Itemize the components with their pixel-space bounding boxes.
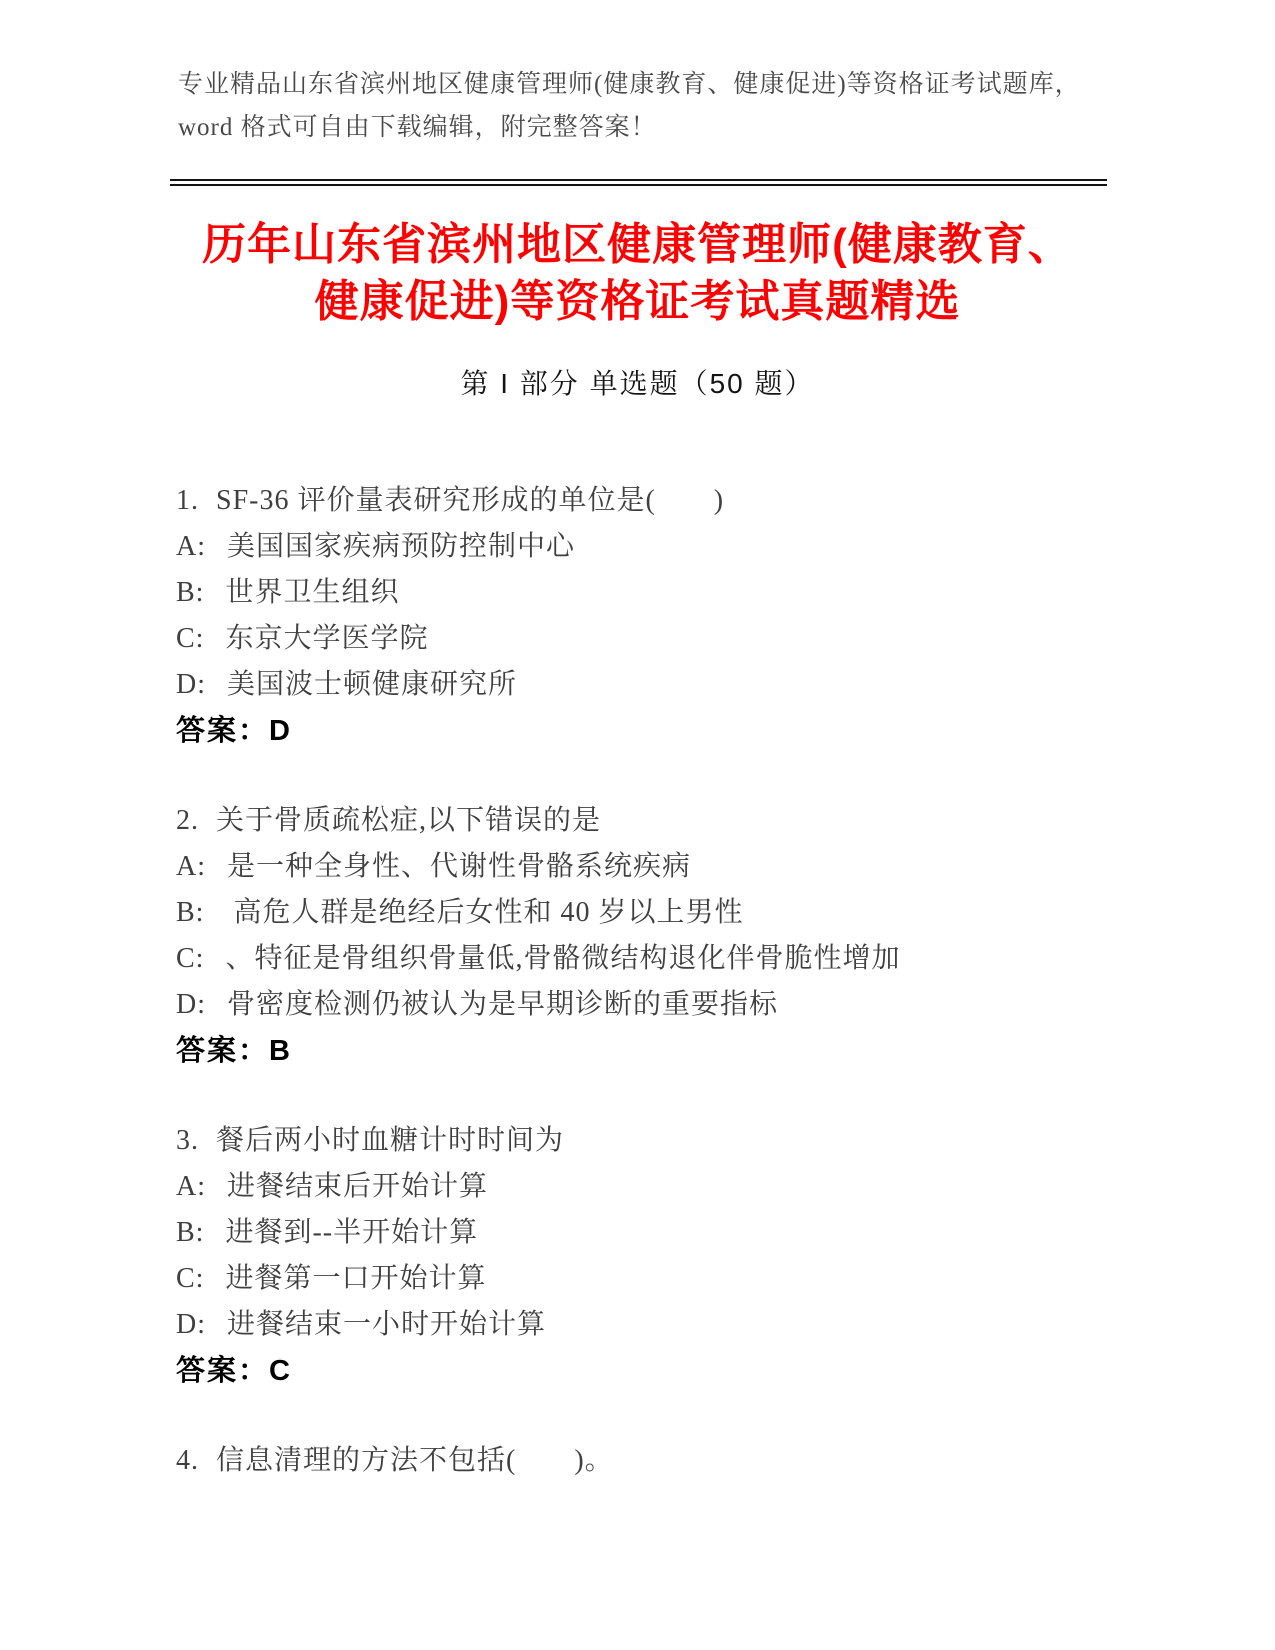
document-title-line-2: 健康促进)等资格证考试真题精选 [314, 277, 961, 326]
question-stem: 餐后两小时血糖计时时间为 [216, 1125, 565, 1156]
question-text [176, 478, 1126, 524]
answer-value: B [269, 1035, 292, 1067]
option-text: 进餐到--半开始计算 [225, 1217, 479, 1248]
option-label: C: [176, 1263, 205, 1294]
option-text: 、特征是骨组织骨量低,骨骼微结构退化伴骨脆性增加 [225, 943, 901, 974]
option-c [176, 1256, 1126, 1302]
option-text: 美国波士顿健康研究所 [227, 669, 518, 700]
option-d [176, 1302, 1126, 1348]
questions-area [176, 478, 1126, 1528]
question-text [176, 1438, 1126, 1484]
answer-label: 答案： [176, 715, 270, 747]
question-number: 2. [176, 805, 199, 836]
question-number: 3. [176, 1125, 199, 1156]
option-text: 骨密度检测仍被认为是早期诊断的重要指标 [227, 989, 779, 1020]
option-text: 进餐第一口开始计算 [225, 1263, 487, 1294]
question-block-1 [176, 478, 1126, 754]
option-b [176, 1210, 1126, 1256]
answer-line [176, 1028, 1126, 1074]
answer-label: 答案： [176, 1355, 270, 1387]
answer-line [176, 1348, 1126, 1394]
option-c [176, 936, 1126, 982]
answer-value: D [269, 715, 292, 747]
option-label: B: [176, 577, 205, 608]
section-heading: 第 I 部分 单选题（50 题） [460, 368, 815, 399]
option-a [176, 844, 1126, 890]
option-text: 进餐结束一小时开始计算 [227, 1309, 547, 1340]
document-title-line-1: 历年山东省滨州地区健康管理师(健康教育、 [202, 220, 1073, 269]
option-label: A: [176, 1171, 206, 1202]
option-label: B: [176, 897, 205, 928]
document-title [90, 216, 1185, 330]
question-block-3 [176, 1118, 1126, 1394]
option-label: B: [176, 1217, 205, 1248]
answer-value: C [269, 1355, 292, 1387]
header-line-2: word 格式可自由下载编辑，附完整答案！ [178, 114, 657, 141]
option-c [176, 616, 1126, 662]
option-label: A: [176, 531, 206, 562]
question-stem: 关于骨质疏松症,以下错误的是 [216, 805, 602, 836]
option-text: 世界卫生组织 [225, 577, 400, 608]
option-text: 进餐结束后开始计算 [227, 1171, 489, 1202]
option-a [176, 524, 1126, 570]
question-block-4 [176, 1438, 1126, 1484]
question-stem: SF-36 评价量表研究形成的单位是( ) [216, 485, 725, 516]
page-header [178, 63, 1118, 149]
option-label: C: [176, 943, 205, 974]
question-text [176, 798, 1126, 844]
option-label: D: [176, 669, 206, 700]
option-d [176, 662, 1126, 708]
answer-line [176, 708, 1126, 754]
option-text: 东京大学医学院 [225, 623, 429, 654]
option-b [176, 570, 1126, 616]
option-text: 是一种全身性、代谢性骨骼系统疾病 [227, 851, 692, 882]
question-block-2 [176, 798, 1126, 1074]
option-label: C: [176, 623, 205, 654]
header-line-1: 专业精品山东省滨州地区健康管理师(健康教育、健康促进)等资格证考试题库， [178, 71, 1081, 98]
option-text: 高危人群是绝经后女性和 40 岁以上男性 [225, 897, 744, 928]
option-label: D: [176, 989, 206, 1020]
option-label: A: [176, 851, 206, 882]
answer-label: 答案： [176, 1035, 270, 1067]
option-a [176, 1164, 1126, 1210]
question-number: 1. [176, 485, 199, 516]
option-text: 美国国家疾病预防控制中心 [227, 531, 576, 562]
question-text [176, 1118, 1126, 1164]
option-d [176, 982, 1126, 1028]
question-number: 4. [176, 1445, 199, 1476]
option-label: D: [176, 1309, 206, 1340]
option-b [176, 890, 1126, 936]
question-stem: 信息清理的方法不包括( )。 [216, 1445, 614, 1476]
header-divider [170, 179, 1107, 186]
